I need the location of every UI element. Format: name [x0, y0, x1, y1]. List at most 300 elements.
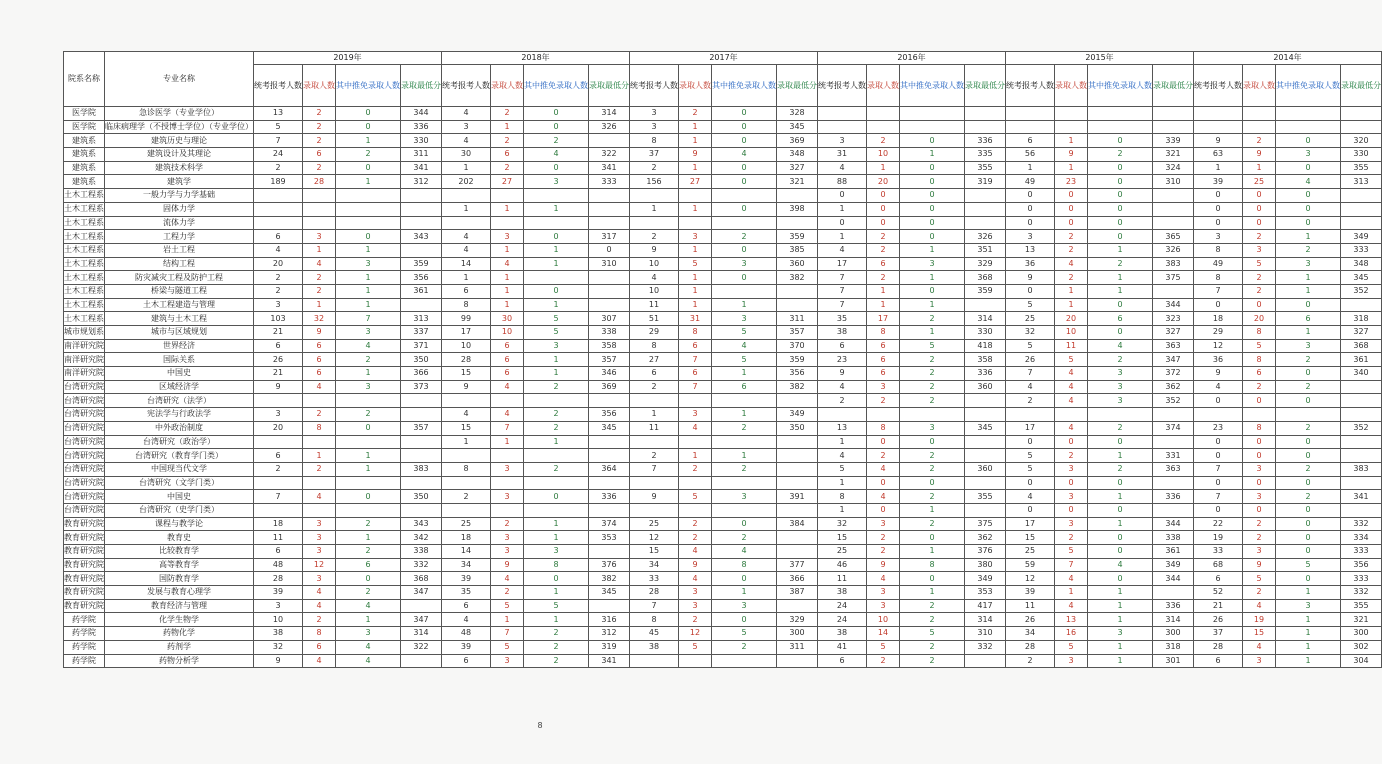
min-score-cell: [1341, 449, 1382, 463]
exempt-cell: 2: [900, 312, 965, 326]
exempt-cell: 0: [712, 107, 777, 121]
admitted-cell: 4: [1055, 257, 1088, 271]
applicants-cell: 156: [630, 175, 679, 189]
table-row: [64, 654, 1382, 668]
applicants-cell: 26: [1194, 613, 1243, 627]
min-score-cell: 387: [777, 586, 818, 600]
admitted-cell: 3: [491, 490, 524, 504]
admitted-cell: [303, 503, 336, 517]
min-score-cell: 314: [965, 312, 1006, 326]
admitted-cell: 2: [867, 271, 900, 285]
min-score-cell: 358: [589, 339, 630, 353]
applicants-cell: 8: [442, 462, 491, 476]
min-score-cell: [401, 394, 442, 408]
major-cell: 固体力学: [105, 202, 254, 216]
applicants-cell: 2: [1006, 654, 1055, 668]
applicants-cell: 99: [442, 312, 491, 326]
min-score-cell: 383: [1341, 462, 1382, 476]
exempt-cell: 0: [1088, 189, 1153, 203]
exempt-cell: 2: [900, 517, 965, 531]
table-row: [64, 613, 1382, 627]
min-score-cell: 300: [1153, 627, 1194, 641]
exempt-cell: [336, 435, 401, 449]
applicants-cell: 0: [1194, 435, 1243, 449]
applicants-cell: 36: [1194, 353, 1243, 367]
major-cell: 教育史: [105, 531, 254, 545]
admitted-cell: 6: [867, 339, 900, 353]
admitted-cell: 28: [303, 175, 336, 189]
admitted-cell: 2: [303, 284, 336, 298]
min-score-cell: 369: [589, 380, 630, 394]
admitted-cell: 4: [491, 257, 524, 271]
exempt-cell: 1: [900, 326, 965, 340]
exempt-cell: [712, 476, 777, 490]
major-cell: 流体力学: [105, 216, 254, 230]
year-header: 2015年: [1006, 52, 1194, 65]
admitted-cell: 9: [679, 148, 712, 162]
min-score-cell: 317: [589, 230, 630, 244]
applicants-cell: 6: [630, 367, 679, 381]
applicants-cell: 4: [630, 271, 679, 285]
applicants-cell: 21: [1194, 599, 1243, 613]
admitted-cell: 20: [867, 175, 900, 189]
exempt-cell: 1: [1088, 271, 1153, 285]
exempt-cell: 2: [1088, 462, 1153, 476]
applicants-cell: [818, 107, 867, 121]
admitted-cell: 8: [867, 421, 900, 435]
min-score-cell: 355: [965, 490, 1006, 504]
admitted-cell: 0: [867, 216, 900, 230]
major-cell: 高等教育学: [105, 558, 254, 572]
exempt-cell: 0: [1088, 134, 1153, 148]
admitted-cell: 8: [867, 326, 900, 340]
major-cell: 中国现当代文学: [105, 462, 254, 476]
applicants-cell: 9: [254, 380, 303, 394]
admitted-cell: 1: [679, 243, 712, 257]
applicants-cell: [630, 654, 679, 668]
min-score-cell: 336: [965, 134, 1006, 148]
exempt-cell: 5: [524, 326, 589, 340]
exempt-cell: [712, 216, 777, 230]
exempt-cell: 2: [336, 408, 401, 422]
applicants-cell: 36: [1006, 257, 1055, 271]
exempt-cell: 2: [524, 640, 589, 654]
min-score-cell: [777, 298, 818, 312]
page-number: 8: [537, 721, 543, 730]
admitted-cell: [679, 435, 712, 449]
admitted-cell: 1: [679, 134, 712, 148]
applicants-cell: 32: [254, 640, 303, 654]
major-cell: 化学生物学: [105, 613, 254, 627]
admitted-cell: 3: [679, 230, 712, 244]
exempt-cell: 1: [1088, 599, 1153, 613]
exempt-cell: 3: [712, 257, 777, 271]
dept-cell: 教育研究院: [64, 586, 105, 600]
applicants-cell: 14: [442, 257, 491, 271]
min-score-cell: [1341, 435, 1382, 449]
applicants-cell: 3: [254, 408, 303, 422]
admitted-cell: 2: [867, 243, 900, 257]
admitted-cell: 3: [1243, 545, 1276, 559]
exempt-cell: 1: [900, 148, 965, 162]
min-score-cell: 352: [1341, 284, 1382, 298]
exempt-cell: 1: [1276, 284, 1341, 298]
min-score-cell: 384: [777, 517, 818, 531]
major-cell: 中外政治制度: [105, 421, 254, 435]
min-score-cell: 311: [777, 640, 818, 654]
admitted-cell: 5: [679, 257, 712, 271]
exempt-cell: 1: [524, 517, 589, 531]
min-score-cell: [589, 298, 630, 312]
min-score-cell: 321: [1153, 148, 1194, 162]
min-score-cell: 353: [965, 586, 1006, 600]
admitted-cell: 1: [491, 120, 524, 134]
applicants-cell: 0: [818, 216, 867, 230]
exempt-cell: 3: [900, 257, 965, 271]
admitted-cell: 2: [303, 271, 336, 285]
admitted-cell: 5: [1243, 257, 1276, 271]
min-score-cell: 351: [965, 243, 1006, 257]
min-score-cell: 380: [965, 558, 1006, 572]
applicants-cell: 3: [630, 107, 679, 121]
min-score-cell: 348: [1341, 257, 1382, 271]
admitted-cell: 2: [303, 107, 336, 121]
exempt-cell: [336, 503, 401, 517]
admitted-cell: 2: [867, 531, 900, 545]
min-score-cell: [401, 243, 442, 257]
exempt-cell: 1: [524, 202, 589, 216]
exempt-cell: 0: [1276, 161, 1341, 175]
min-score-cell: [1341, 408, 1382, 422]
exempt-cell: 4: [336, 339, 401, 353]
applicants-cell: [254, 476, 303, 490]
table-row: [64, 175, 1382, 189]
applicants-cell: 2: [442, 490, 491, 504]
exempt-cell: 3: [1276, 339, 1341, 353]
exempt-cell: 1: [524, 586, 589, 600]
applicants-cell: 7: [630, 462, 679, 476]
admitted-cell: 6: [303, 367, 336, 381]
major-cell: 课程与教学论: [105, 517, 254, 531]
admitted-cell: 12: [679, 627, 712, 641]
applicants-cell: 39: [442, 640, 491, 654]
min-score-cell: 318: [1153, 640, 1194, 654]
admitted-cell: 4: [303, 586, 336, 600]
min-score-cell: 314: [401, 627, 442, 641]
exempt-cell: 1: [1088, 517, 1153, 531]
major-cell: 建筑技术科学: [105, 161, 254, 175]
exempt-cell: 0: [712, 243, 777, 257]
exempt-cell: 4: [336, 640, 401, 654]
min-score-cell: [589, 202, 630, 216]
min-score-cell: [589, 435, 630, 449]
exempt-cell: 4: [1276, 175, 1341, 189]
min-score-cell: 310: [589, 257, 630, 271]
applicants-cell: [1006, 107, 1055, 121]
major-cell: 教育经济与管理: [105, 599, 254, 613]
admitted-cell: 0: [1055, 202, 1088, 216]
exempt-cell: 1: [1088, 449, 1153, 463]
admitted-cell: 0: [867, 202, 900, 216]
dept-cell: 建筑系: [64, 161, 105, 175]
admitted-cell: 7: [679, 353, 712, 367]
dept-cell: 土木工程系: [64, 216, 105, 230]
applicants-cell: [1194, 408, 1243, 422]
applicants-cell: 18: [442, 531, 491, 545]
admitted-cell: 3: [491, 230, 524, 244]
exempt-cell: 1: [712, 586, 777, 600]
exempt-cell: 0: [712, 161, 777, 175]
exempt-cell: [524, 271, 589, 285]
min-score-cell: 304: [1341, 654, 1382, 668]
exempt-cell: 0: [1276, 202, 1341, 216]
dept-cell: 台湾研究院: [64, 449, 105, 463]
exempt-cell: 1: [336, 298, 401, 312]
exempt-cell: 0: [336, 161, 401, 175]
admitted-cell: [867, 408, 900, 422]
min-score-cell: [401, 449, 442, 463]
min-score-cell: 339: [1153, 134, 1194, 148]
min-score-cell: 341: [589, 161, 630, 175]
admitted-cell: [679, 216, 712, 230]
admitted-cell: 1: [867, 161, 900, 175]
applicants-cell: 21: [254, 367, 303, 381]
applicants-cell: 8: [442, 298, 491, 312]
applicants-cell: 1: [630, 202, 679, 216]
admitted-cell: 3: [1055, 462, 1088, 476]
min-score-cell: 333: [1341, 243, 1382, 257]
table-row: [64, 107, 1382, 121]
admitted-cell: 2: [303, 120, 336, 134]
exempt-cell: [524, 216, 589, 230]
min-score-cell: 322: [589, 148, 630, 162]
min-score-cell: 383: [401, 462, 442, 476]
admitted-header: 录取人数: [867, 65, 900, 107]
applicants-cell: 39: [254, 586, 303, 600]
admitted-cell: [491, 189, 524, 203]
exempt-cell: 0: [1276, 189, 1341, 203]
min-score-cell: 382: [777, 380, 818, 394]
exempt-cell: [1088, 120, 1153, 134]
exempt-cell: 0: [900, 189, 965, 203]
applicants-cell: 3: [442, 120, 491, 134]
exempt-cell: 0: [900, 230, 965, 244]
min-score-cell: [589, 216, 630, 230]
exempt-cell: 0: [524, 107, 589, 121]
major-cell: 比较教育学: [105, 545, 254, 559]
admitted-cell: 3: [1243, 654, 1276, 668]
exempt-cell: 1: [524, 531, 589, 545]
min-score-cell: [589, 449, 630, 463]
applicants-cell: 25: [1006, 545, 1055, 559]
min-score-cell: [401, 476, 442, 490]
exempt-cell: 4: [336, 654, 401, 668]
applicants-cell: 10: [254, 613, 303, 627]
exempt-cell: 3: [336, 380, 401, 394]
admitted-cell: 2: [679, 107, 712, 121]
admitted-cell: 5: [491, 599, 524, 613]
admitted-cell: 14: [867, 627, 900, 641]
exempt-cell: 2: [900, 353, 965, 367]
applicants-cell: 1: [818, 476, 867, 490]
applicants-cell: 4: [442, 243, 491, 257]
applicants-cell: 46: [818, 558, 867, 572]
exempt-cell: [524, 503, 589, 517]
exempt-cell: 3: [712, 490, 777, 504]
min-score-cell: [589, 271, 630, 285]
applicants-header: 统考报考人数: [1006, 65, 1055, 107]
table-row: [64, 216, 1382, 230]
min-score-cell: 359: [777, 353, 818, 367]
applicants-cell: 9: [1194, 367, 1243, 381]
applicants-cell: 11: [1006, 599, 1055, 613]
admitted-cell: 3: [491, 654, 524, 668]
major-cell: 岩土工程: [105, 243, 254, 257]
dept-cell: 医学院: [64, 120, 105, 134]
exempt-cell: 2: [900, 599, 965, 613]
min-score-cell: [777, 476, 818, 490]
min-score-cell: 301: [1153, 654, 1194, 668]
applicants-cell: 9: [442, 380, 491, 394]
table-row: [64, 230, 1382, 244]
min-score-cell: [1153, 202, 1194, 216]
applicants-cell: 28: [630, 586, 679, 600]
exempt-cell: 3: [900, 421, 965, 435]
exempt-cell: 3: [1276, 148, 1341, 162]
applicants-cell: 68: [1194, 558, 1243, 572]
exempt-cell: 0: [1088, 531, 1153, 545]
min-score-cell: 370: [777, 339, 818, 353]
table-row: [64, 503, 1382, 517]
applicants-cell: 18: [254, 517, 303, 531]
admitted-cell: 13: [1055, 613, 1088, 627]
dept-cell: 台湾研究院: [64, 408, 105, 422]
min-score-cell: 336: [589, 490, 630, 504]
applicants-cell: 11: [630, 298, 679, 312]
min-score-cell: 357: [777, 326, 818, 340]
exempt-cell: [1276, 408, 1341, 422]
min-score-cell: [1341, 503, 1382, 517]
admitted-cell: 5: [1055, 640, 1088, 654]
table-row: [64, 435, 1382, 449]
exempt-cell: 4: [712, 339, 777, 353]
exempt-cell: 3: [1276, 257, 1341, 271]
admitted-cell: 2: [867, 230, 900, 244]
admitted-cell: 0: [1243, 202, 1276, 216]
admitted-cell: 0: [1055, 435, 1088, 449]
min-score-cell: 338: [401, 545, 442, 559]
applicants-cell: 4: [442, 134, 491, 148]
exempt-cell: 1: [336, 367, 401, 381]
exempt-cell: [1276, 120, 1341, 134]
exempt-cell: 2: [1276, 353, 1341, 367]
applicants-cell: 2: [1006, 394, 1055, 408]
min-score-cell: [401, 503, 442, 517]
min-score-cell: 330: [1341, 148, 1382, 162]
exempt-cell: 5: [712, 326, 777, 340]
exempt-cell: 0: [1088, 326, 1153, 340]
admitted-cell: 2: [303, 134, 336, 148]
dept-cell: 土木工程系: [64, 257, 105, 271]
exempt-cell: 0: [1276, 394, 1341, 408]
applicants-cell: 27: [630, 353, 679, 367]
admitted-cell: 10: [867, 613, 900, 627]
min-score-cell: 345: [777, 120, 818, 134]
applicants-cell: 29: [630, 326, 679, 340]
admitted-cell: 1: [491, 243, 524, 257]
admitted-cell: 0: [1243, 449, 1276, 463]
exempt-cell: 0: [1088, 572, 1153, 586]
admitted-cell: 3: [303, 545, 336, 559]
exempt-cell: 4: [336, 599, 401, 613]
table-row: [64, 148, 1382, 162]
applicants-cell: 0: [818, 189, 867, 203]
admitted-cell: 6: [491, 367, 524, 381]
exempt-cell: 1: [336, 271, 401, 285]
admitted-cell: [303, 216, 336, 230]
applicants-cell: [254, 503, 303, 517]
major-cell: 建筑与土木工程: [105, 312, 254, 326]
min-score-header: 录取最低分: [589, 65, 630, 107]
exempt-cell: 0: [900, 476, 965, 490]
exempt-cell: 0: [524, 161, 589, 175]
applicants-cell: 7: [254, 490, 303, 504]
exempt-cell: [336, 476, 401, 490]
applicants-cell: 4: [442, 408, 491, 422]
min-score-cell: 310: [1153, 175, 1194, 189]
exempt-cell: 2: [900, 367, 965, 381]
applicants-cell: 25: [442, 517, 491, 531]
table-row: [64, 134, 1382, 148]
min-score-cell: 347: [401, 613, 442, 627]
year-header: 2017年: [630, 52, 818, 65]
admitted-cell: 20: [1055, 312, 1088, 326]
min-score-cell: 349: [777, 408, 818, 422]
major-cell: 急诊医学（专业学位）: [105, 107, 254, 121]
table-row: [64, 339, 1382, 353]
dept-cell: 药学院: [64, 640, 105, 654]
applicants-cell: 7: [254, 134, 303, 148]
applicants-cell: 12: [1006, 572, 1055, 586]
dept-cell: 台湾研究院: [64, 394, 105, 408]
exempt-cell: 0: [1276, 517, 1341, 531]
exempt-cell: 2: [900, 613, 965, 627]
admitted-cell: 4: [303, 599, 336, 613]
min-score-cell: 320: [1341, 134, 1382, 148]
exempt-cell: 1: [336, 284, 401, 298]
min-score-cell: 357: [401, 421, 442, 435]
exempt-cell: 1: [336, 462, 401, 476]
admitted-cell: 1: [491, 298, 524, 312]
year-header: 2016年: [818, 52, 1006, 65]
applicants-cell: 38: [818, 326, 867, 340]
applicants-cell: 48: [442, 627, 491, 641]
min-score-cell: [401, 189, 442, 203]
exempt-cell: [524, 394, 589, 408]
exempt-cell: 2: [1276, 490, 1341, 504]
exempt-header: 其中推免录取人数: [524, 65, 589, 107]
min-score-cell: 368: [401, 572, 442, 586]
admitted-cell: 17: [867, 312, 900, 326]
dept-cell: 城市规划系: [64, 326, 105, 340]
exempt-cell: [524, 449, 589, 463]
applicants-cell: [630, 189, 679, 203]
admitted-cell: 5: [679, 640, 712, 654]
table-row: [64, 189, 1382, 203]
min-score-cell: [777, 449, 818, 463]
min-score-cell: 319: [965, 175, 1006, 189]
dept-cell: 台湾研究院: [64, 435, 105, 449]
